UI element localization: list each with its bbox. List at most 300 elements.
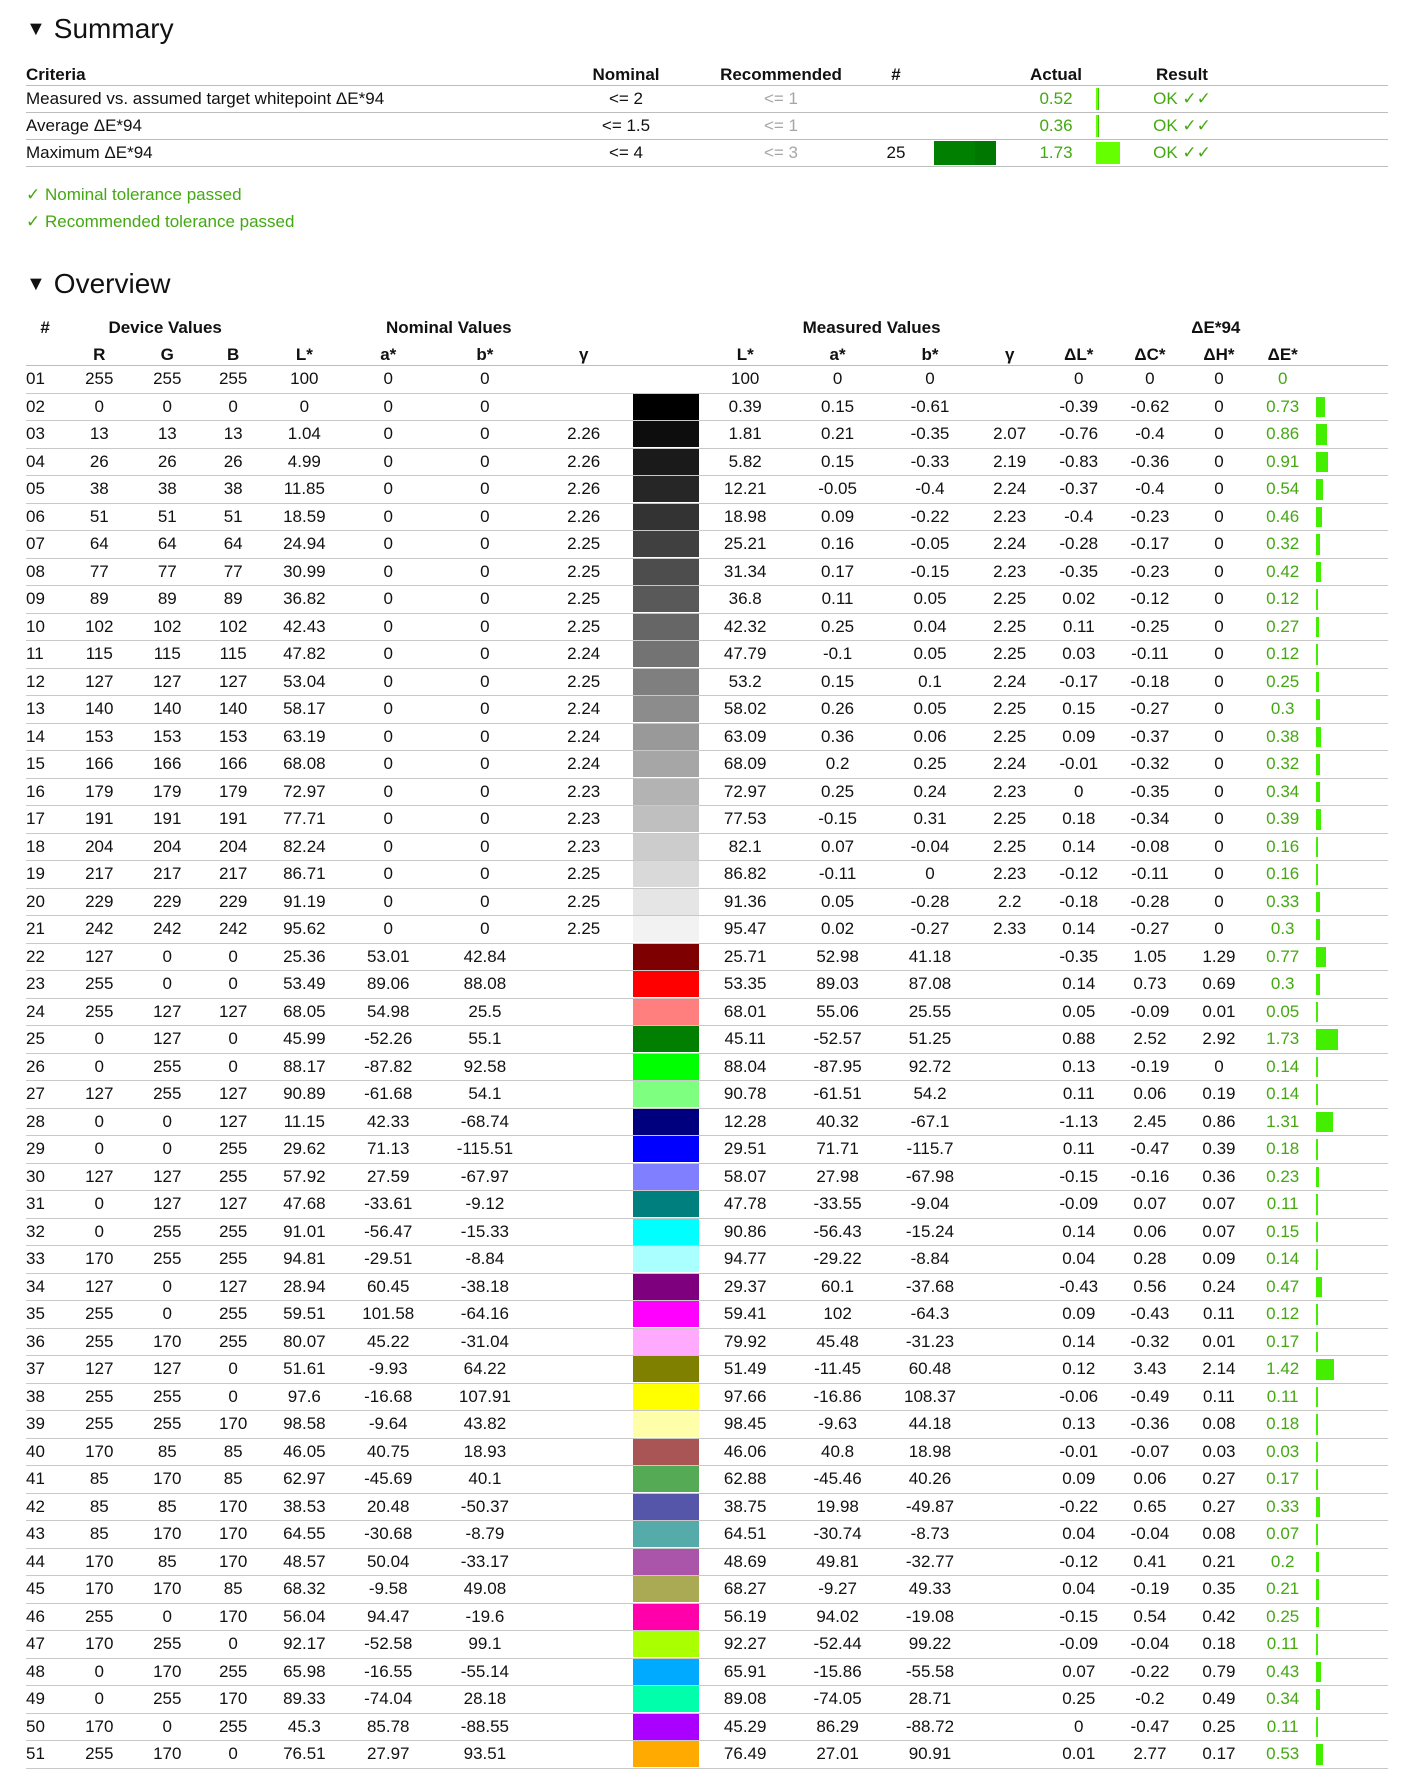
- value-cell: 63.19: [266, 723, 342, 751]
- delta-e-cell: 0.18: [1252, 1411, 1314, 1439]
- value-cell: 77: [134, 558, 200, 586]
- value-cell: [976, 1521, 1044, 1549]
- value-cell: -0.17: [1114, 531, 1186, 559]
- summary-row: [26, 86, 1388, 113]
- value-cell: 0.09: [791, 503, 884, 531]
- value-cell: 0: [434, 861, 536, 889]
- value-cell: 0: [1186, 448, 1252, 476]
- value-cell: 0.19: [1186, 1081, 1252, 1109]
- value-cell: 0.01: [1186, 1328, 1252, 1356]
- value-cell: 127: [64, 943, 134, 971]
- value-cell: 127: [200, 1081, 266, 1109]
- value-cell: 53.35: [700, 971, 791, 999]
- value-cell: 2.26: [536, 503, 632, 531]
- value-cell: 86.82: [700, 861, 791, 889]
- value-cell: 0.21: [1186, 1548, 1252, 1576]
- delta-e-cell: 0.2: [1252, 1548, 1314, 1576]
- value-cell: 255: [134, 366, 200, 394]
- recommended-passed-message: ✓ Recommended tolerance passed: [26, 212, 295, 231]
- value-cell: 217: [64, 861, 134, 889]
- value-cell: 0.88: [1044, 1026, 1114, 1054]
- value-cell: 0: [1186, 366, 1252, 394]
- value-cell: 20.48: [343, 1493, 434, 1521]
- value-cell: 170: [134, 1576, 200, 1604]
- recommended-cell: <= 1: [701, 113, 861, 140]
- value-cell: 11.15: [266, 1108, 342, 1136]
- value-cell: 99.1: [434, 1631, 536, 1659]
- value-cell: 0.49: [1186, 1686, 1252, 1714]
- value-cell: -0.09: [1044, 1631, 1114, 1659]
- value-cell: -0.37: [1114, 723, 1186, 751]
- patch-number: 26: [26, 1053, 64, 1081]
- delta-e-bar: [1314, 1438, 1389, 1466]
- patch-number: 39: [26, 1411, 64, 1439]
- delta-e-cell: 0.25: [1252, 1603, 1314, 1631]
- color-swatch: [632, 943, 700, 971]
- value-cell: [976, 1686, 1044, 1714]
- color-swatch: [632, 723, 700, 751]
- patch-row: [26, 503, 1388, 531]
- value-cell: [976, 1411, 1044, 1439]
- value-cell: -67.1: [884, 1108, 975, 1136]
- value-cell: 53.01: [343, 943, 434, 971]
- patch-number: 28: [26, 1108, 64, 1136]
- value-cell: 53.2: [700, 668, 791, 696]
- value-cell: 0.18: [1186, 1631, 1252, 1659]
- value-cell: [976, 1328, 1044, 1356]
- value-cell: 179: [134, 778, 200, 806]
- value-cell: [976, 1493, 1044, 1521]
- value-cell: 102: [200, 613, 266, 641]
- patch-number: 41: [26, 1466, 64, 1494]
- patch-number: 46: [26, 1603, 64, 1631]
- patch-row: [26, 476, 1388, 504]
- value-cell: 85: [200, 1576, 266, 1604]
- value-cell: [976, 1713, 1044, 1741]
- value-cell: [536, 1548, 632, 1576]
- value-cell: -0.01: [1044, 751, 1114, 779]
- patch-number: 37: [26, 1356, 64, 1384]
- value-cell: 255: [200, 1163, 266, 1191]
- value-cell: 60.45: [343, 1273, 434, 1301]
- value-cell: 0.11: [1186, 1383, 1252, 1411]
- patch-row: [26, 421, 1388, 449]
- value-cell: 85: [134, 1493, 200, 1521]
- value-cell: -9.63: [791, 1411, 884, 1439]
- value-cell: 100: [700, 366, 791, 394]
- value-cell: 2.07: [976, 421, 1044, 449]
- value-cell: 38: [200, 476, 266, 504]
- value-cell: 127: [64, 668, 134, 696]
- value-cell: 0.09: [1044, 1466, 1114, 1494]
- value-cell: 115: [134, 641, 200, 669]
- value-cell: 41.18: [884, 943, 975, 971]
- value-cell: 127: [134, 1191, 200, 1219]
- value-cell: 0: [343, 476, 434, 504]
- value-cell: 0: [343, 531, 434, 559]
- delta-e-cell: 0.25: [1252, 668, 1314, 696]
- value-cell: 18.93: [434, 1438, 536, 1466]
- value-cell: 0.36: [791, 723, 884, 751]
- value-cell: 229: [200, 888, 266, 916]
- value-cell: 94.02: [791, 1603, 884, 1631]
- value-cell: 0.69: [1186, 971, 1252, 999]
- value-cell: 92.17: [266, 1631, 342, 1659]
- patch-number: 36: [26, 1328, 64, 1356]
- value-cell: -9.27: [791, 1576, 884, 1604]
- delta-e-cell: 0.42: [1252, 558, 1314, 586]
- value-cell: 0: [343, 448, 434, 476]
- value-cell: 0: [200, 1356, 266, 1384]
- value-cell: 0.54: [1114, 1603, 1186, 1631]
- value-cell: 64: [64, 531, 134, 559]
- value-cell: 2.26: [536, 421, 632, 449]
- delta-e-cell: 0.11: [1252, 1383, 1314, 1411]
- delta-e-cell: 0.18: [1252, 1136, 1314, 1164]
- value-cell: 0: [434, 448, 536, 476]
- delta-e-cell: 0.21: [1252, 1576, 1314, 1604]
- collapse-triangle-icon[interactable]: ▼: [26, 18, 46, 40]
- value-cell: [536, 1686, 632, 1714]
- color-swatch: [632, 1246, 700, 1274]
- value-cell: 0: [1114, 366, 1186, 394]
- patch-row: [26, 696, 1388, 724]
- value-cell: 71.13: [343, 1136, 434, 1164]
- value-cell: 0.14: [1044, 1328, 1114, 1356]
- value-cell: 51.61: [266, 1356, 342, 1384]
- value-cell: 0.04: [884, 613, 975, 641]
- value-cell: 0: [791, 366, 884, 394]
- value-cell: 0.09: [1186, 1246, 1252, 1274]
- value-cell: -0.23: [1114, 558, 1186, 586]
- collapse-triangle-icon[interactable]: ▼: [26, 273, 46, 295]
- delta-e-bar: [1314, 1356, 1389, 1384]
- value-cell: 170: [64, 1548, 134, 1576]
- value-cell: 2.25: [976, 586, 1044, 614]
- value-cell: 64.51: [700, 1521, 791, 1549]
- value-cell: -0.43: [1044, 1273, 1114, 1301]
- value-cell: -64.3: [884, 1301, 975, 1329]
- value-cell: 0.56: [1114, 1273, 1186, 1301]
- value-cell: 0: [343, 751, 434, 779]
- value-cell: 0: [434, 806, 536, 834]
- value-cell: 95.62: [266, 916, 342, 944]
- value-cell: 170: [64, 1576, 134, 1604]
- value-cell: 127: [64, 1273, 134, 1301]
- color-swatch: [632, 751, 700, 779]
- value-cell: -68.74: [434, 1108, 536, 1136]
- value-cell: -0.06: [1044, 1383, 1114, 1411]
- value-cell: -0.35: [1044, 558, 1114, 586]
- value-cell: 0: [200, 1741, 266, 1769]
- value-cell: 255: [64, 1301, 134, 1329]
- value-cell: -61.51: [791, 1081, 884, 1109]
- value-cell: 0: [200, 1053, 266, 1081]
- color-swatch: [632, 1493, 700, 1521]
- overview-heading[interactable]: [26, 261, 1388, 307]
- value-cell: [976, 1191, 1044, 1219]
- patch-row: [26, 1603, 1388, 1631]
- patch-number: 34: [26, 1273, 64, 1301]
- value-cell: 242: [134, 916, 200, 944]
- value-cell: 0: [343, 366, 434, 394]
- value-cell: 47.79: [700, 641, 791, 669]
- value-cell: -0.12: [1114, 586, 1186, 614]
- value-cell: 101.58: [343, 1301, 434, 1329]
- delta-e-bar: [1314, 586, 1389, 614]
- patch-row: [26, 531, 1388, 559]
- value-cell: 0: [134, 1108, 200, 1136]
- delta-e-bar: [1314, 751, 1389, 779]
- value-cell: 0: [434, 531, 536, 559]
- value-cell: 0: [343, 668, 434, 696]
- patch-row: [26, 1576, 1388, 1604]
- value-cell: 0: [343, 888, 434, 916]
- patch-row: [26, 1328, 1388, 1356]
- column-header: ΔL*: [1044, 338, 1114, 366]
- value-cell: 127: [200, 1273, 266, 1301]
- delta-e-bar: [1314, 806, 1389, 834]
- value-cell: 30.99: [266, 558, 342, 586]
- nominal-passed-message: ✓ Nominal tolerance passed: [26, 185, 242, 204]
- value-cell: 90.86: [700, 1218, 791, 1246]
- value-cell: 0: [434, 641, 536, 669]
- worst-patch-swatch: [931, 86, 996, 113]
- summary-title: Summary: [53, 13, 174, 44]
- value-cell: 127: [200, 668, 266, 696]
- color-swatch: [632, 806, 700, 834]
- patch-row: [26, 1273, 1388, 1301]
- value-cell: 0: [134, 1603, 200, 1631]
- value-cell: 0.07: [1044, 1658, 1114, 1686]
- value-cell: 0.24: [884, 778, 975, 806]
- delta-e-bar: [1314, 1548, 1389, 1576]
- value-cell: 45.29: [700, 1713, 791, 1741]
- value-cell: 0.1: [884, 668, 975, 696]
- value-cell: 170: [134, 1328, 200, 1356]
- value-cell: 179: [64, 778, 134, 806]
- patch-row: [26, 668, 1388, 696]
- summary-heading[interactable]: [26, 6, 1388, 52]
- patch-number: 35: [26, 1301, 64, 1329]
- value-cell: 2.24: [976, 476, 1044, 504]
- value-cell: -0.47: [1114, 1136, 1186, 1164]
- value-cell: 92.27: [700, 1631, 791, 1659]
- value-cell: [536, 1053, 632, 1081]
- value-cell: -0.4: [1044, 503, 1114, 531]
- column-header: B: [200, 338, 266, 366]
- value-cell: 11.85: [266, 476, 342, 504]
- value-cell: -0.05: [791, 476, 884, 504]
- delta-e-bar: [1314, 641, 1389, 669]
- value-cell: [536, 971, 632, 999]
- value-cell: 2.2: [976, 888, 1044, 916]
- value-cell: 13: [200, 421, 266, 449]
- delta-e-cell: 0.12: [1252, 641, 1314, 669]
- value-cell: -15.24: [884, 1218, 975, 1246]
- value-cell: [536, 1411, 632, 1439]
- delta-e-cell: 0.54: [1252, 476, 1314, 504]
- value-cell: 27.59: [343, 1163, 434, 1191]
- patch-row: [26, 1466, 1388, 1494]
- value-cell: -87.82: [343, 1053, 434, 1081]
- value-cell: 0.08: [1186, 1521, 1252, 1549]
- value-cell: 0.11: [1044, 1081, 1114, 1109]
- value-cell: 2.33: [976, 916, 1044, 944]
- delta-e-bar: [1314, 668, 1389, 696]
- value-cell: -49.87: [884, 1493, 975, 1521]
- value-cell: 217: [134, 861, 200, 889]
- value-cell: 0: [134, 971, 200, 999]
- value-cell: 56.19: [700, 1603, 791, 1631]
- value-cell: 0.31: [884, 806, 975, 834]
- value-cell: 255: [134, 1218, 200, 1246]
- value-cell: 0.11: [1186, 1301, 1252, 1329]
- value-cell: 2.77: [1114, 1741, 1186, 1769]
- delta-e-bar: [1314, 1218, 1389, 1246]
- patch-row: [26, 833, 1388, 861]
- value-cell: 0.11: [1044, 1136, 1114, 1164]
- value-cell: 153: [64, 723, 134, 751]
- value-cell: -0.04: [884, 833, 975, 861]
- value-cell: 255: [64, 1603, 134, 1631]
- value-cell: 45.3: [266, 1713, 342, 1741]
- value-cell: 26: [134, 448, 200, 476]
- value-cell: 229: [134, 888, 200, 916]
- value-cell: 62.97: [266, 1466, 342, 1494]
- delta-e-bar: [1314, 916, 1389, 944]
- color-swatch: [632, 503, 700, 531]
- patch-row: [26, 1053, 1388, 1081]
- value-cell: 0.15: [791, 668, 884, 696]
- value-cell: -0.15: [791, 806, 884, 834]
- value-cell: 68.05: [266, 998, 342, 1026]
- value-cell: 77.53: [700, 806, 791, 834]
- delta-e-bar: [1314, 1191, 1389, 1219]
- value-cell: [976, 1383, 1044, 1411]
- value-cell: 0: [200, 1383, 266, 1411]
- value-cell: -38.18: [434, 1273, 536, 1301]
- value-cell: 0.04: [1044, 1246, 1114, 1274]
- value-cell: [536, 1356, 632, 1384]
- value-cell: 29.51: [700, 1136, 791, 1164]
- value-cell: 25.71: [700, 943, 791, 971]
- result-cell: OK ✓✓: [1121, 113, 1243, 140]
- delta-e-bar: [1314, 366, 1389, 394]
- value-cell: 19.98: [791, 1493, 884, 1521]
- column-header: a*: [343, 338, 434, 366]
- value-cell: -52.57: [791, 1026, 884, 1054]
- value-cell: 170: [200, 1548, 266, 1576]
- value-cell: -8.79: [434, 1521, 536, 1549]
- value-cell: 2.45: [1114, 1108, 1186, 1136]
- value-cell: 85.78: [343, 1713, 434, 1741]
- delta-e-bar: [1314, 1301, 1389, 1329]
- value-cell: 58.02: [700, 696, 791, 724]
- value-cell: [976, 1081, 1044, 1109]
- patch-row: [26, 1218, 1388, 1246]
- value-cell: -31.04: [434, 1328, 536, 1356]
- value-cell: [976, 1741, 1044, 1769]
- column-header: ΔH*: [1186, 338, 1252, 366]
- value-cell: 77.71: [266, 806, 342, 834]
- value-cell: 97.66: [700, 1383, 791, 1411]
- patch-row: [26, 641, 1388, 669]
- delta-e-bar: [1314, 1136, 1389, 1164]
- value-cell: 0: [343, 641, 434, 669]
- value-cell: -0.43: [1114, 1301, 1186, 1329]
- color-swatch: [632, 1053, 700, 1081]
- color-swatch: [632, 1383, 700, 1411]
- value-cell: 26: [64, 448, 134, 476]
- value-cell: 0: [64, 1191, 134, 1219]
- value-cell: 76.51: [266, 1741, 342, 1769]
- value-cell: 47.78: [700, 1191, 791, 1219]
- value-cell: -0.4: [1114, 421, 1186, 449]
- value-cell: 29.37: [700, 1273, 791, 1301]
- patch-row: [26, 1191, 1388, 1219]
- patch-number: 20: [26, 888, 64, 916]
- color-swatch: [632, 1273, 700, 1301]
- delta-e-cell: 0.07: [1252, 1521, 1314, 1549]
- patch-row: [26, 1438, 1388, 1466]
- value-cell: 2.23: [536, 806, 632, 834]
- value-cell: 127: [64, 1163, 134, 1191]
- actual-cell: 0.52: [1016, 86, 1096, 113]
- value-cell: [536, 1328, 632, 1356]
- value-cell: 0: [1186, 888, 1252, 916]
- value-cell: [976, 1438, 1044, 1466]
- patch-row: [26, 861, 1388, 889]
- color-swatch: [632, 1191, 700, 1219]
- delta-e-bar: [1314, 888, 1389, 916]
- value-cell: -33.61: [343, 1191, 434, 1219]
- value-cell: 36.8: [700, 586, 791, 614]
- value-cell: 0: [434, 476, 536, 504]
- value-cell: 0: [200, 1631, 266, 1659]
- value-cell: 0.18: [1044, 806, 1114, 834]
- value-cell: [976, 971, 1044, 999]
- patch-row: [26, 1521, 1388, 1549]
- value-cell: 0: [434, 503, 536, 531]
- value-cell: 0: [64, 1108, 134, 1136]
- column-header: γ: [536, 338, 632, 366]
- delta-e-cell: 0.91: [1252, 448, 1314, 476]
- value-cell: -30.74: [791, 1521, 884, 1549]
- value-cell: 0: [200, 393, 266, 421]
- value-cell: 80.07: [266, 1328, 342, 1356]
- delta-e-cell: 0.15: [1252, 1218, 1314, 1246]
- value-cell: 90.78: [700, 1081, 791, 1109]
- value-cell: -67.97: [434, 1163, 536, 1191]
- patch-row: [26, 1658, 1388, 1686]
- patch-row: [26, 751, 1388, 779]
- value-cell: [976, 1136, 1044, 1164]
- value-cell: 59.41: [700, 1301, 791, 1329]
- value-cell: 255: [134, 1411, 200, 1439]
- value-cell: [536, 1521, 632, 1549]
- value-cell: 2.23: [536, 833, 632, 861]
- value-cell: 115: [200, 641, 266, 669]
- value-cell: 0: [1186, 916, 1252, 944]
- value-cell: -0.25: [1114, 613, 1186, 641]
- value-cell: 93.51: [434, 1741, 536, 1769]
- value-cell: 255: [64, 1328, 134, 1356]
- value-cell: [536, 1603, 632, 1631]
- color-swatch: [632, 1411, 700, 1439]
- value-cell: 95.47: [700, 916, 791, 944]
- patch-row: [26, 1713, 1388, 1741]
